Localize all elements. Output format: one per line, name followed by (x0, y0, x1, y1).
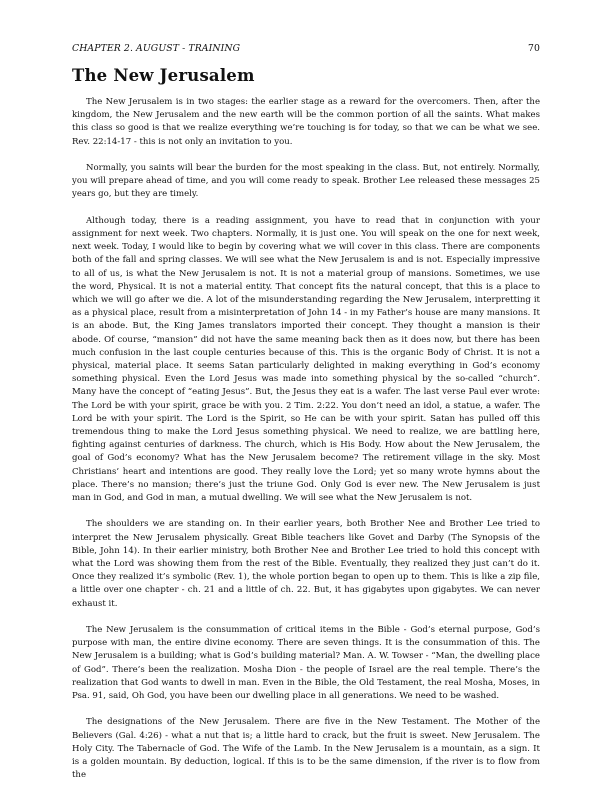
section-title: The New Jerusalem (72, 66, 255, 85)
running-header (72, 43, 540, 54)
paragraph: Normally, you saints will bear the burden for the most speaking in the class. But, not entirely. Normally, you will prepare ahead of time, and you will come ready to speak. Brother Lee released these messages 25 years go, but they are timely. (72, 163, 540, 200)
page-number: 70 (527, 43, 540, 54)
chapter-heading: CHAPTER 2. AUGUST - TRAINING (72, 43, 241, 54)
paragraph: The New Jerusalem is the consummation of critical items in the Bible - God’s eternal purpose, God’s purpose with man, the entire divine economy. There are seven things. It is the consummation of this. The New Jerusalem is a building; what is God’s building material? Man. A. W. Towser - “Man, the dwelling place of God”. There’s been the realization. Mosha Dion - the people of Israel are the real temple. There’s the realization that God wants to dwell in man. Even in the Bible, the Old Testament, the real Mosha, Moses, in Psa. 91, said, Oh God, you have been our dwelling place in all generations. We need to be washed. (72, 625, 540, 702)
body-text (72, 96, 540, 796)
paragraph: The designations of the New Jerusalem. There are five in the New Testament. The Mother of the Believers (Gal. 4:26) - what a nut that is; a little hard to crack, but the fruit is sweet. New Jerusalem. The Holy City. The Tabernacle of God. The Wife of the Lamb. In the New Jerusalem is a mountain, as a sign. It is a golden mountain. By deduction, logical. If this is to be the same dimension, if the river is to flow from the (72, 717, 540, 781)
paragraph: The New Jerusalem is in two stages: the earlier stage as a reward for the overcomers. Then, after the kingdom, the New Jerusalem and the new earth will be the common portion of all the saints. What makes this class so good is that we realize everything we’re touching is for today, so that we can be what we see. Rev. 22:14-17 - this is not only an invitation to you. (72, 97, 540, 147)
paragraph: The shoulders we are standing on. In their earlier years, both Brother Nee and Brother Lee tried to interpret the New Jerusalem physically. Great Bible teachers like Govet and Darby (The Synopsis of the Bible, John 14). In their earlier ministry, both Brother Nee and Brother Lee tried to hold this concept with what the Lord was showing them from the rest of the Bible. Eventually, they realized they just can’t do it. Once they realized it’s symbolic (Rev. 1), the whole portion began to open up to them. This is like a zip file, a little over one chapter - ch. 21 and a little of ch. 22. But, it has gigabytes upon gigabytes. We can never exhaust it. (72, 519, 540, 609)
paragraph: Although today, there is a reading assignment, you have to read that in conjunction with your assignment for next week. Two chapters. Normally, it is just one. You will speak on the one for next week, next week. Today, I would like to begin by covering what we will cover in this class. There are components both of the fall and spring classes. We will see what the New Jerusalem is and is not. Especially impressive to all of us, is what the New Jerusalem is not. It is not a material group of mansions. Sometimes, we use the word, Physical. It is not a material entity. That concept fits the natural concept, that this is a place to which we will go after we die. A lot of the misunderstanding regarding the New Jerusalem, interpretting it as a physical place, result from a misinterpretation of John 14 - in my Father’s house are many mansions. It is an abode. But, the King James translators imported their concept. They thought a mansion is their abode. Of course, “mansion” did not have the same meaning back then as it does now, but there has been much confusion in the last couple centuries because of this. This is the organic Body of Christ. It is not a physical, material place. It seems Satan particularly delighted in making everything in God’s economy something physical. Even the Lord Jesus was made into something physical by the so-called “church”. Many have the concept of “eating Jesus”. But, the Jesus they eat is a wafer. The last verse Paul ever wrote: The Lord be with your spirit, grace be with you. 2 Tim. 2:22. You don’t need an idol, a statue, a wafer. The Lord be with your spirit. The Lord is the Spirit, so He can be with your spirit. Satan has pulled off this tremendous thing to make the Lord Jesus something physical. We need to realize, we are battling here, fighting against centuries of darkness. The church, which is His Body. How about the New Jerusalem, the goal of God’s economy? What has the New Jerusalem become? The retirement village in the sky. Most Christians’ heart and intentions are good. They really love the Lord; yet so many wrote hymns about the place. There’s no mansion; there’s just the triune God. Only God is ever new. The New Jerusalem is just man in God, and God in man, a mutual dwelling. We will see what the New Jerusalem is not. (72, 215, 540, 504)
